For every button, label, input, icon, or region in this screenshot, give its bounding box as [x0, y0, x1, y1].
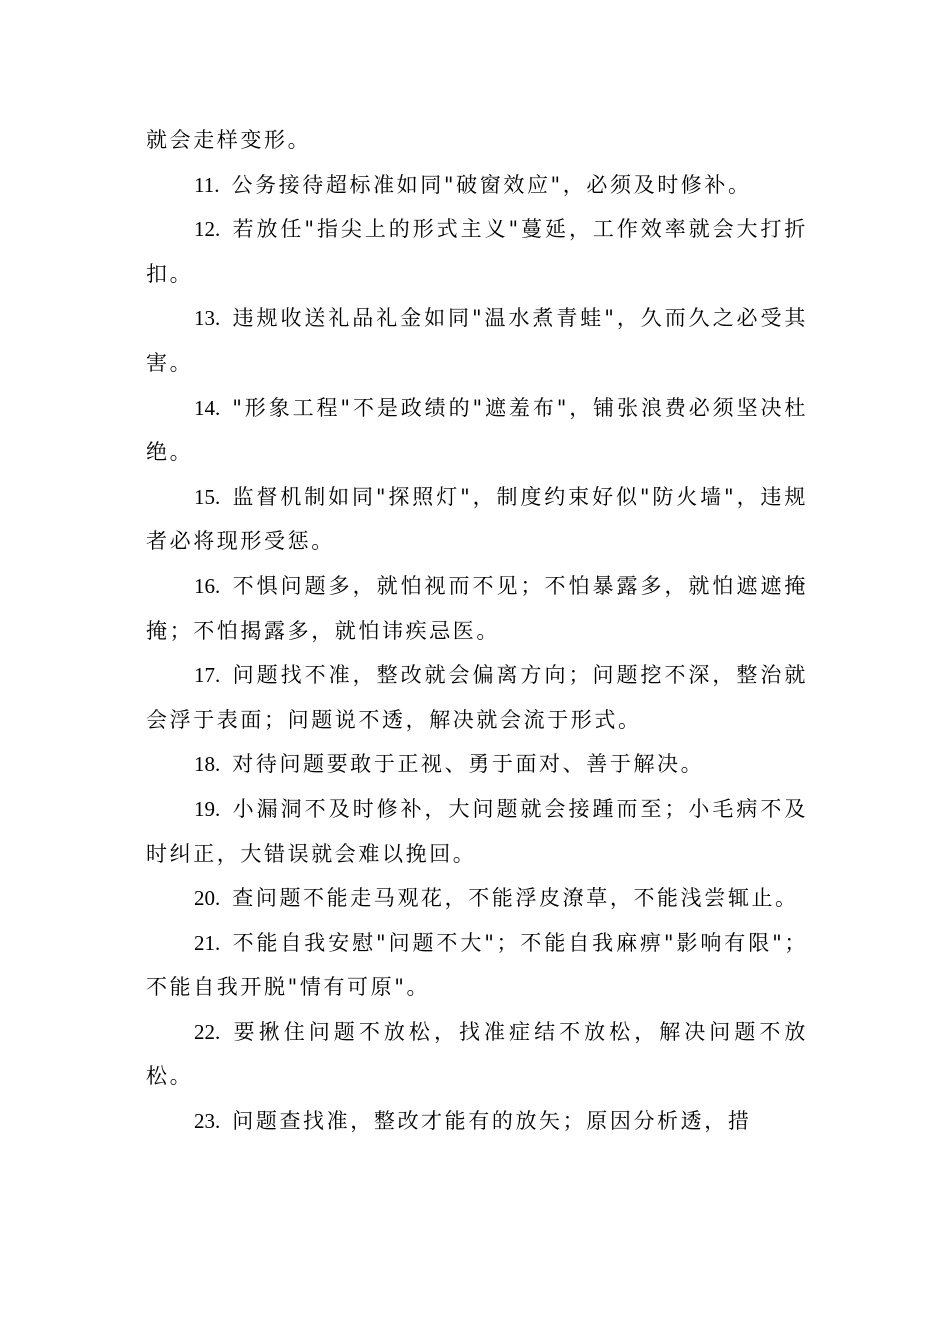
paragraph-item-21 — [146, 921, 808, 1010]
paragraph-text: 问题查找准，整改才能有的放矢；原因分析透，措 — [232, 1109, 752, 1134]
paragraph-text: 若放任"指尖上的形式主义"蔓延，工作效率就会大打折扣。 — [146, 217, 808, 286]
paragraph-item-17 — [146, 653, 808, 742]
paragraph-text: "形象工程"不是政绩的"遮羞布"，铺张浪费必须坚决杜绝。 — [146, 395, 808, 465]
paragraph-item-13 — [146, 296, 808, 385]
paragraph-text: 问题找不准，整改就会偏离方向；问题挖不深，整治就会浮于表面；问题说不透，解决就会流于形式。 — [146, 663, 808, 732]
paragraph-item-16 — [146, 564, 808, 653]
item-number: 18. — [194, 752, 221, 777]
paragraph-text: 对待问题要敢于正视、勇于面对、善于解决。 — [232, 752, 705, 777]
item-number: 11. — [194, 172, 220, 197]
paragraph-item-18 — [146, 742, 808, 787]
item-number: 17. — [194, 663, 221, 688]
item-number: 23. — [194, 1109, 221, 1134]
paragraph-item-23 — [146, 1099, 808, 1144]
paragraph-item-14 — [146, 386, 808, 475]
item-number: 16. — [194, 573, 221, 598]
item-number: 22. — [194, 1019, 221, 1044]
paragraph-item-19 — [146, 787, 808, 876]
paragraph-item-20 — [146, 876, 808, 921]
paragraph-text: 就会走样变形。 — [146, 128, 312, 152]
paragraph-item-12 — [146, 207, 808, 296]
paragraph-text: 监督机制如同"探照灯"，制度约束好似"防火墙"，违规者必将现形受惩。 — [146, 484, 808, 554]
item-number: 21. — [194, 930, 221, 955]
item-number: 19. — [194, 796, 221, 821]
paragraph-text: 公务接待超标准如同"破窗效应"，必须及时修补。 — [231, 172, 752, 197]
paragraph-item-15 — [146, 475, 808, 564]
paragraph-text: 要揪住问题不放松，找准症结不放松，解决问题不放松。 — [146, 1019, 808, 1089]
paragraph-text: 小漏洞不及时修补，大问题就会接踵而至；小毛病不及时纠正，大错误就会难以挽回。 — [146, 796, 808, 866]
paragraph-item-22 — [146, 1010, 808, 1099]
paragraph-text: 不惧问题多，就怕视而不见；不怕暴露多，就怕遮遮掩掩；不怕揭露多，就怕讳疾忌医。 — [146, 573, 808, 643]
paragraph-text: 不能自我安慰"问题不大"；不能自我麻痹"影响有限"；不能自我开脱"情有可原"。 — [146, 930, 808, 1000]
item-number: 15. — [194, 484, 221, 509]
paragraph-text: 违规收送礼品礼金如同"温水煮青蛙"，久而久之必受其害。 — [146, 306, 808, 375]
paragraph-text: 查问题不能走马观花，不能浮皮潦草，不能浅尝辄止。 — [232, 886, 799, 911]
paragraph-item-11 — [146, 163, 808, 208]
document-body — [146, 118, 808, 1144]
item-number: 13. — [194, 306, 221, 331]
item-number: 20. — [194, 886, 221, 911]
item-number: 14. — [194, 395, 221, 420]
paragraph-continuation — [146, 118, 808, 163]
item-number: 12. — [194, 217, 221, 242]
